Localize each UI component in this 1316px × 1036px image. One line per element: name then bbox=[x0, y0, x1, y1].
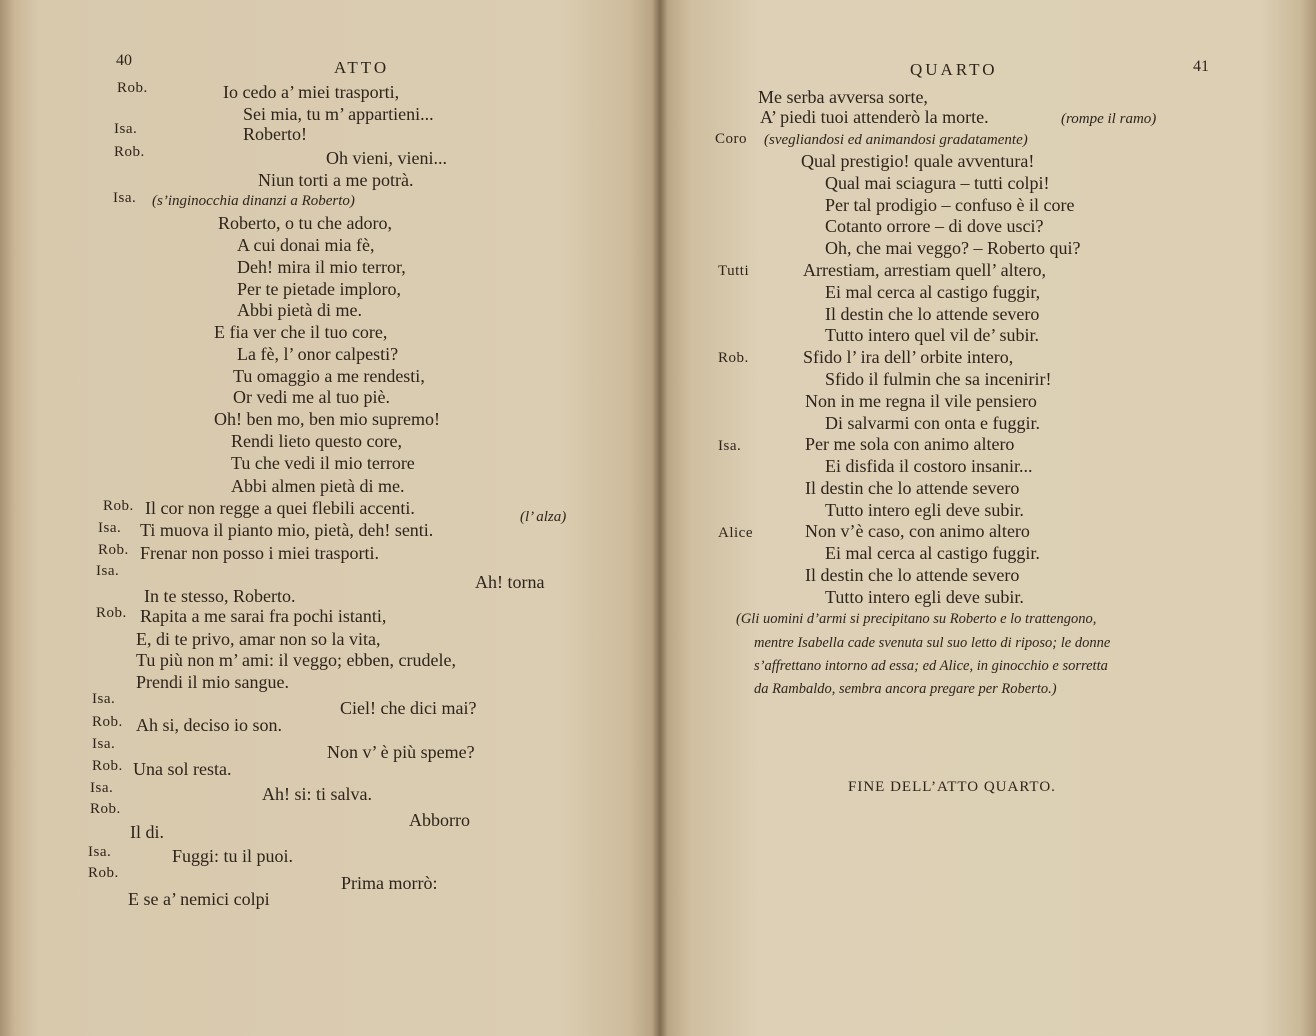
verse-line: Il destin che lo attende severo bbox=[805, 478, 1020, 498]
speaker-label: Isa. bbox=[114, 121, 138, 137]
speaker-label: Rob. bbox=[117, 80, 148, 96]
stage-direction-line: mentre Isabella cade svenuta sul suo letto di riposo; le donne bbox=[754, 635, 1111, 651]
speaker-label: Coro bbox=[715, 131, 747, 147]
stage-direction: (svegliandosi ed animandosi gradatamente) bbox=[764, 132, 1028, 148]
verse-line: Per tal prodigio – confuso è il core bbox=[825, 195, 1075, 215]
verse-line: Rendi lieto questo core, bbox=[231, 431, 402, 451]
right-page bbox=[660, 0, 1316, 1036]
verse-line: Una sol resta. bbox=[133, 759, 232, 779]
verse-line: Qual prestigio! quale avventura! bbox=[801, 151, 1035, 171]
verse-line: Tutto intero egli deve subir. bbox=[825, 587, 1024, 607]
verse-line: Tutto intero egli deve subir. bbox=[825, 500, 1024, 520]
verse-line: Prima morrò: bbox=[341, 873, 438, 893]
speaker-label: Isa. bbox=[92, 736, 116, 752]
verse-line: Il destin che lo attende severo bbox=[805, 565, 1020, 585]
verse-line: Io cedo a’ miei trasporti, bbox=[223, 82, 400, 102]
verse-line: Per te pietade imploro, bbox=[237, 279, 401, 299]
verse-line: Non v’ è più speme? bbox=[327, 742, 475, 762]
speaker-label: Rob. bbox=[90, 801, 121, 817]
verse-line: In te stesso, Roberto. bbox=[144, 586, 296, 606]
verse-line: Roberto, o tu che adoro, bbox=[218, 213, 392, 233]
verse-line: Di salvarmi con onta e fuggir. bbox=[825, 413, 1040, 433]
verse-line: Sfido il fulmin che sa incenirir! bbox=[825, 369, 1052, 389]
stage-direction-line: da Rambaldo, sembra ancora pregare per Roberto.) bbox=[754, 681, 1057, 697]
verse-line: Cotanto orrore – di dove usci? bbox=[825, 216, 1044, 236]
stage-direction: (rompe il ramo) bbox=[1061, 111, 1157, 127]
stage-direction-line: (Gli uomini d’armi si precipitano su Roberto e lo trattengono, bbox=[736, 611, 1097, 627]
page-number: 41 bbox=[1193, 58, 1209, 75]
verse-line: Me serba avversa sorte, bbox=[758, 87, 928, 107]
verse-line: Tu più non m’ ami: il veggo; ebben, crudele, bbox=[136, 650, 456, 670]
speaker-label: Isa. bbox=[98, 520, 122, 536]
stage-direction-line: s’affrettano intorno ad essa; ed Alice, in ginocchio e sorretta bbox=[754, 658, 1108, 674]
verse-line: Ah! si: ti salva. bbox=[262, 784, 372, 804]
verse-line: Qual mai sciagura – tutti colpi! bbox=[825, 173, 1050, 193]
end-of-act-note: FINE DELL’ATTO QUARTO. bbox=[848, 779, 1056, 795]
verse-line: Tu omaggio a me rendesti, bbox=[233, 366, 425, 386]
verse-line: Il destin che lo attende severo bbox=[825, 304, 1040, 324]
stage-direction: (s’inginocchia dinanzi a Roberto) bbox=[152, 193, 355, 209]
verse-line: Tu che vedi il mio terrore bbox=[231, 453, 415, 473]
verse-line: Frenar non posso i miei trasporti. bbox=[140, 543, 379, 563]
verse-line: Abborro bbox=[409, 810, 470, 830]
speaker-label: Isa. bbox=[113, 190, 137, 206]
page-number: 40 bbox=[116, 52, 132, 69]
speaker-label: Rob. bbox=[92, 758, 123, 774]
speaker-label: Alice bbox=[718, 525, 753, 541]
verse-line: Oh vieni, vieni... bbox=[326, 148, 447, 168]
verse-line: Abbi almen pietà di me. bbox=[231, 476, 405, 496]
verse-line: E fia ver che il tuo core, bbox=[214, 322, 388, 342]
verse-line: Ah si, deciso io son. bbox=[136, 715, 282, 735]
speaker-label: Rob. bbox=[98, 542, 129, 558]
verse-line: Roberto! bbox=[243, 124, 307, 144]
verse-line: Sei mia, tu m’ appartieni... bbox=[243, 104, 434, 124]
verse-line: Ei mal cerca al castigo fuggir. bbox=[825, 543, 1040, 563]
verse-line: Non v’è caso, con animo altero bbox=[805, 521, 1030, 541]
speaker-label: Tutti bbox=[718, 263, 750, 279]
speaker-label: Rob. bbox=[92, 714, 123, 730]
verse-line: A cui donai mia fè, bbox=[237, 235, 375, 255]
speaker-label: Rob. bbox=[96, 605, 127, 621]
verse-line: Ei mal cerca al castigo fuggir, bbox=[825, 282, 1041, 302]
verse-line: Or vedi me al tuo piè. bbox=[233, 387, 390, 407]
verse-line: Oh! ben mo, ben mio supremo! bbox=[214, 409, 440, 429]
verse-line: A’ piedi tuoi attenderò la morte. bbox=[760, 107, 989, 127]
speaker-label: Rob. bbox=[114, 144, 145, 160]
verse-line: Ei disfida il costoro insanir... bbox=[825, 456, 1033, 476]
verse-line: E, di te privo, amar non so la vita, bbox=[136, 629, 381, 649]
running-head: QUARTO bbox=[910, 60, 998, 79]
verse-line: Abbi pietà di me. bbox=[237, 300, 362, 320]
verse-line: Fuggi: tu il puoi. bbox=[172, 846, 294, 866]
speaker-label: Rob. bbox=[718, 350, 749, 366]
verse-line: Ah! torna bbox=[475, 572, 545, 592]
verse-line: Oh, che mai veggo? – Roberto qui? bbox=[825, 238, 1081, 258]
verse-line: Il di. bbox=[130, 822, 164, 842]
speaker-label: Isa. bbox=[92, 691, 116, 707]
verse-line: Arrestiam, arrestiam quell’ altero, bbox=[803, 260, 1047, 280]
verse-line: Niun torti a me potrà. bbox=[258, 170, 414, 190]
verse-line: Prendi il mio sangue. bbox=[136, 672, 289, 692]
verse-line: Ti muova il pianto mio, pietà, deh! senti. bbox=[140, 520, 434, 540]
stage-direction: (l’ alza) bbox=[520, 509, 567, 525]
verse-line: Tutto intero quel vil de’ subir. bbox=[825, 325, 1039, 345]
verse-line: Rapita a me sarai fra pochi istanti, bbox=[140, 606, 387, 626]
running-head: ATTO bbox=[334, 58, 390, 77]
verse-line: Sfido l’ ira dell’ orbite intero, bbox=[803, 347, 1014, 367]
verse-line: La fè, l’ onor calpesti? bbox=[237, 344, 399, 364]
speaker-label: Isa. bbox=[90, 780, 114, 796]
verse-line: Il cor non regge a quei flebili accenti. bbox=[145, 498, 415, 518]
verse-line: Per me sola con animo altero bbox=[805, 434, 1015, 454]
book-gutter bbox=[652, 0, 668, 1036]
verse-line: Ciel! che dici mai? bbox=[340, 698, 477, 718]
speaker-label: Isa. bbox=[88, 844, 112, 860]
speaker-label: Isa. bbox=[96, 563, 120, 579]
speaker-label: Rob. bbox=[88, 865, 119, 881]
verse-line: Non in me regna il vile pensiero bbox=[805, 391, 1037, 411]
speaker-label: Rob. bbox=[103, 498, 134, 514]
verse-line: Deh! mira il mio terror, bbox=[237, 257, 406, 277]
verse-line: E se a’ nemici colpi bbox=[128, 889, 270, 909]
speaker-label: Isa. bbox=[718, 438, 742, 454]
